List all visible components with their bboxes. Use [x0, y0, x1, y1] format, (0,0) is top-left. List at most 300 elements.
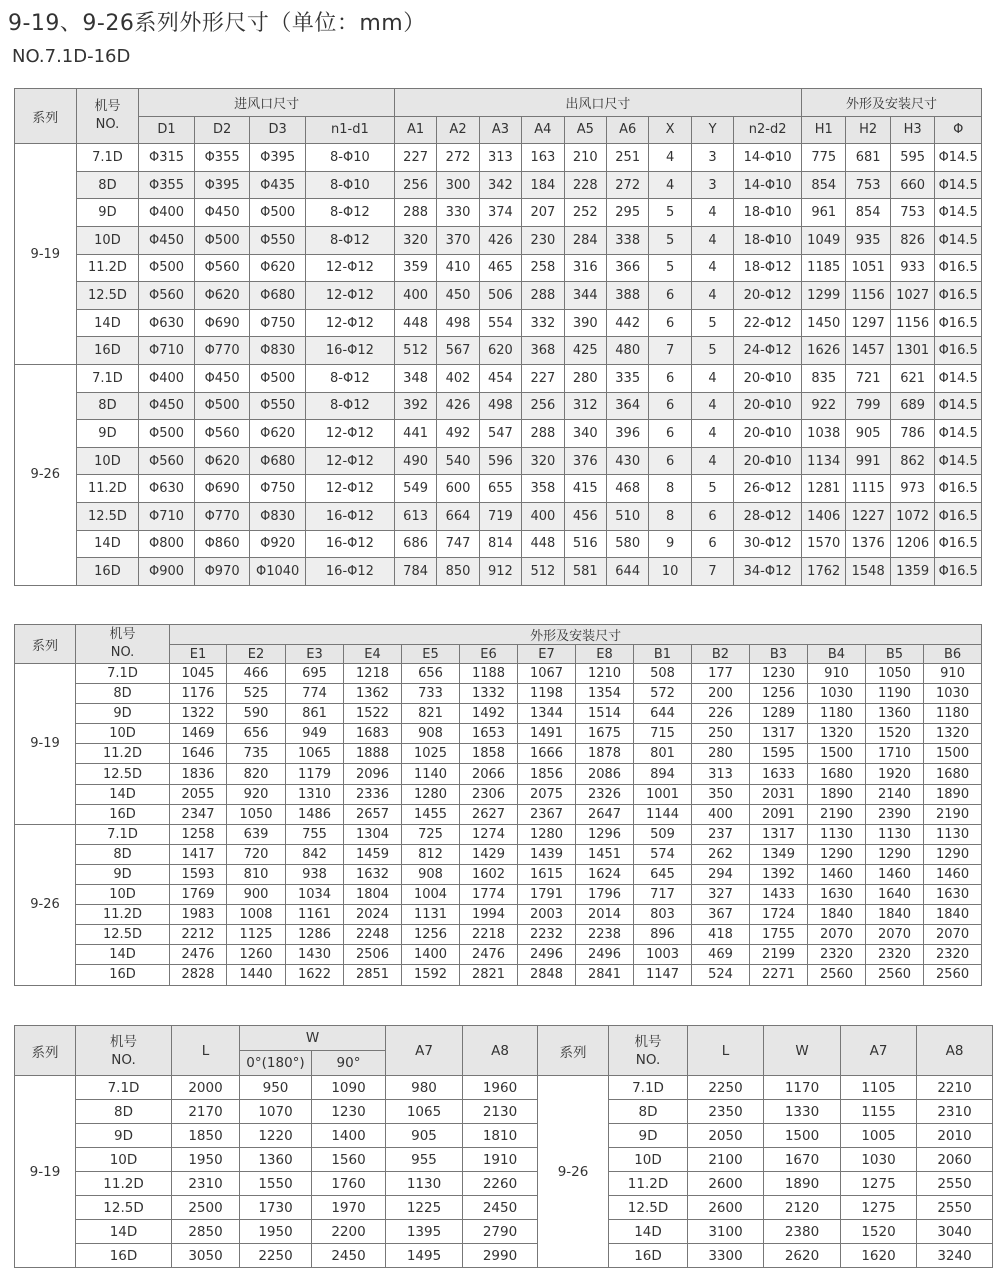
- table-row: [15, 664, 982, 684]
- table-cell: 12-Φ12: [305, 282, 394, 310]
- table-cell: 1190: [866, 684, 924, 704]
- table-cell: 313: [692, 764, 750, 784]
- table-cell: Φ680: [250, 447, 306, 475]
- table-row: [15, 885, 982, 905]
- table-row: [15, 171, 982, 199]
- table-cell: 1890: [924, 784, 982, 804]
- machine-no-header-en: NO.: [635, 1051, 661, 1068]
- table-row: [15, 392, 982, 420]
- table-cell: 2450: [463, 1196, 538, 1220]
- table-cell: 2326: [576, 784, 634, 804]
- table-cell: 639: [227, 824, 286, 844]
- table-cell: 2212: [170, 925, 227, 945]
- table-cell: 9: [649, 530, 691, 558]
- table-cell: 826: [890, 226, 934, 254]
- table-cell: 1836: [170, 764, 227, 784]
- table-cell: 8D: [76, 1100, 172, 1124]
- table-cell: 14D: [76, 530, 139, 558]
- table-cell: Φ395: [194, 171, 250, 199]
- table-cell: 2450: [312, 1244, 386, 1268]
- table-cell: 3: [691, 144, 733, 172]
- table-cell: 8D: [76, 844, 170, 864]
- table-cell: 418: [692, 925, 750, 945]
- table-cell: 1005: [841, 1124, 917, 1148]
- table-cell: 1349: [750, 844, 808, 864]
- table-cell: 2657: [344, 804, 402, 824]
- table-cell: 554: [479, 309, 521, 337]
- table-cell: 1360: [866, 704, 924, 724]
- table-cell: 2190: [924, 804, 982, 824]
- table-cell: 1983: [170, 905, 227, 925]
- table-cell: Φ970: [194, 558, 250, 586]
- table-cell: 10D: [76, 226, 139, 254]
- table-row: [15, 364, 982, 392]
- table-cell: 6: [691, 530, 733, 558]
- table-cell: 1038: [802, 420, 846, 448]
- table-cell: 10D: [609, 1148, 688, 1172]
- table-cell: Φ500: [194, 392, 250, 420]
- table-cell: 2190: [808, 804, 866, 824]
- table-cell: 4: [691, 226, 733, 254]
- table-cell: 660: [890, 171, 934, 199]
- table-cell: 2200: [312, 1220, 386, 1244]
- table-cell: 1670: [764, 1148, 841, 1172]
- column-header: X: [649, 116, 691, 144]
- table-cell: 1392: [750, 864, 808, 884]
- table-cell: 1003: [634, 945, 692, 965]
- table-cell: 1804: [344, 885, 402, 905]
- table-cell: Φ550: [250, 392, 306, 420]
- column-header: D3: [250, 116, 306, 144]
- table-cell: 450: [437, 282, 479, 310]
- table-row: [15, 804, 982, 824]
- table-cell: 862: [890, 447, 934, 475]
- table-row: [15, 309, 982, 337]
- table-cell: 448: [394, 309, 436, 337]
- table-cell: 1469: [170, 724, 227, 744]
- table-cell: 1070: [240, 1100, 312, 1124]
- table-cell: 1130: [924, 824, 982, 844]
- table-cell: 1260: [227, 945, 286, 965]
- table-cell: 949: [286, 724, 344, 744]
- table-cell: Φ450: [194, 199, 250, 227]
- table-cell: 7.1D: [76, 664, 170, 684]
- table-cell: 1030: [808, 684, 866, 704]
- table-cell: 5: [691, 475, 733, 503]
- table-cell: 810: [227, 864, 286, 884]
- table-cell: 1258: [170, 824, 227, 844]
- table-cell: 656: [402, 664, 460, 684]
- table-cell: 313: [479, 144, 521, 172]
- table-cell: 1451: [576, 844, 634, 864]
- table-cell: Φ620: [250, 420, 306, 448]
- table-cell: Φ920: [250, 530, 306, 558]
- table-cell: 28-Φ12: [734, 502, 802, 530]
- table-cell: 1675: [576, 724, 634, 744]
- table-cell: 774: [286, 684, 344, 704]
- table-row: [15, 475, 982, 503]
- table-cell: Φ560: [194, 254, 250, 282]
- table-cell: 2271: [750, 965, 808, 985]
- table-cell: 695: [286, 664, 344, 684]
- table-cell: 1460: [924, 864, 982, 884]
- table-cell: 1156: [890, 309, 934, 337]
- table-cell: 1680: [808, 764, 866, 784]
- table-cell: 480: [606, 337, 648, 365]
- table-cell: Φ400: [139, 199, 195, 227]
- table-cell: 1514: [576, 704, 634, 724]
- table-cell: 512: [522, 558, 564, 586]
- table-cell: 620: [479, 337, 521, 365]
- table-cell: Φ16.5: [935, 254, 982, 282]
- table-cell: 1090: [312, 1076, 386, 1100]
- table-cell: 1680: [924, 764, 982, 784]
- table-cell: 2055: [170, 784, 227, 804]
- table-cell: 1858: [460, 744, 518, 764]
- table-cell: 1960: [463, 1076, 538, 1100]
- column-header: Φ: [935, 116, 982, 144]
- series-label: 9-26: [15, 824, 76, 985]
- table-cell: 753: [890, 199, 934, 227]
- table-cell: 400: [692, 804, 750, 824]
- table-cell: 803: [634, 905, 692, 925]
- table-cell: 8-Φ12: [305, 226, 394, 254]
- table-cell: 12-Φ12: [305, 254, 394, 282]
- table-cell: Φ710: [139, 502, 195, 530]
- table-cell: 991: [846, 447, 890, 475]
- column-header: H3: [890, 116, 934, 144]
- table-cell: 567: [437, 337, 479, 365]
- table-cell: 1850: [172, 1124, 240, 1148]
- table-cell: 799: [846, 392, 890, 420]
- width-header: W: [240, 1026, 386, 1051]
- table-cell: 5: [649, 254, 691, 282]
- table-cell: 10D: [76, 885, 170, 905]
- table-cell: 908: [402, 724, 460, 744]
- table-cell: 2086: [576, 764, 634, 784]
- table-cell: 210: [564, 144, 606, 172]
- table-cell: 2600: [688, 1172, 764, 1196]
- table-cell: 1760: [312, 1172, 386, 1196]
- table-cell: Φ620: [194, 282, 250, 310]
- table-cell: 1050: [227, 804, 286, 824]
- table-cell: 1049: [802, 226, 846, 254]
- table-cell: 3240: [917, 1244, 993, 1268]
- table-row: [15, 864, 982, 884]
- table-cell: 8-Φ12: [305, 392, 394, 420]
- table-cell: 2000: [172, 1076, 240, 1100]
- column-header: B5: [866, 645, 924, 664]
- table-cell: 1450: [802, 309, 846, 337]
- table-cell: Φ16.5: [935, 502, 982, 530]
- table-cell: 1548: [846, 558, 890, 586]
- table-cell: 1008: [227, 905, 286, 925]
- table-cell: 1030: [924, 684, 982, 704]
- table-cell: 20-Φ10: [734, 420, 802, 448]
- table-cell: 2496: [576, 945, 634, 965]
- table-cell: 1320: [808, 724, 866, 744]
- table-cell: 16D: [76, 337, 139, 365]
- table-cell: 288: [522, 282, 564, 310]
- table-cell: 821: [402, 704, 460, 724]
- table-cell: 656: [227, 724, 286, 744]
- table-cell: 230: [522, 226, 564, 254]
- table-cell: 22-Φ12: [734, 309, 802, 337]
- table-cell: 16D: [76, 558, 139, 586]
- table-row: [15, 420, 982, 448]
- table-cell: 1633: [750, 764, 808, 784]
- table-cell: 8-Φ12: [305, 199, 394, 227]
- table-cell: 2336: [344, 784, 402, 804]
- table-cell: 342: [479, 171, 521, 199]
- table-cell: 11.2D: [76, 475, 139, 503]
- table-cell: 12-Φ12: [305, 447, 394, 475]
- table-cell: 1810: [463, 1124, 538, 1148]
- table-cell: 2496: [518, 945, 576, 965]
- table-cell: 2320: [808, 945, 866, 965]
- column-header: E7: [518, 645, 576, 664]
- table-cell: 8D: [76, 171, 139, 199]
- table-cell: 1130: [386, 1172, 463, 1196]
- table-cell: 498: [437, 309, 479, 337]
- table-cell: 1626: [802, 337, 846, 365]
- column-header: n2-d2: [734, 116, 802, 144]
- table-cell: 1180: [808, 704, 866, 724]
- page-subtitle: NO.7.1D-16D: [12, 46, 131, 67]
- table-cell: 1755: [750, 925, 808, 945]
- table-cell: 12.5D: [76, 1196, 172, 1220]
- table-cell: 3100: [688, 1220, 764, 1244]
- table-cell: 1290: [808, 844, 866, 864]
- table-cell: 8-Φ10: [305, 171, 394, 199]
- table-cell: 580: [606, 530, 648, 558]
- table-cell: 1256: [402, 925, 460, 945]
- table-cell: 2120: [764, 1196, 841, 1220]
- table-cell: 1878: [576, 744, 634, 764]
- table-cell: Φ14.5: [935, 364, 982, 392]
- column-header: A4: [522, 116, 564, 144]
- table-cell: 3300: [688, 1244, 764, 1268]
- table-cell: 1299: [802, 282, 846, 310]
- table-cell: Φ14.5: [935, 447, 982, 475]
- table-cell: 10D: [76, 447, 139, 475]
- table-row: [15, 1076, 993, 1100]
- table-cell: 14-Φ10: [734, 144, 802, 172]
- table-cell: 1620: [841, 1244, 917, 1268]
- table-cell: 272: [437, 144, 479, 172]
- table-cell: 18-Φ12: [734, 254, 802, 282]
- table-cell: Φ830: [250, 337, 306, 365]
- table-cell: 227: [522, 364, 564, 392]
- table-cell: 1256: [750, 684, 808, 704]
- series-header: 系列: [15, 1026, 76, 1076]
- table-cell: 2232: [518, 925, 576, 945]
- table-cell: 854: [802, 171, 846, 199]
- table-row: [15, 704, 982, 724]
- table-cell: 1710: [866, 744, 924, 764]
- table-cell: Φ560: [139, 282, 195, 310]
- table-cell: 2070: [924, 925, 982, 945]
- table-cell: 715: [634, 724, 692, 744]
- series-header-right: 系列: [538, 1026, 609, 1076]
- table-cell: 2050: [688, 1124, 764, 1148]
- table-cell: 1067: [518, 664, 576, 684]
- table-cell: 2647: [576, 804, 634, 824]
- table-cell: 350: [692, 784, 750, 804]
- table-cell: 2560: [808, 965, 866, 985]
- series-label: 9-19: [15, 664, 76, 825]
- table-cell: Φ750: [250, 309, 306, 337]
- table-cell: 2070: [866, 925, 924, 945]
- table-cell: 10: [649, 558, 691, 586]
- table-cell: 2310: [917, 1100, 993, 1124]
- table-cell: 1180: [924, 704, 982, 724]
- table-cell: 2990: [463, 1244, 538, 1268]
- table-cell: 8: [649, 475, 691, 503]
- table-cell: 20-Φ12: [734, 282, 802, 310]
- table-cell: 1592: [402, 965, 460, 985]
- table-cell: 454: [479, 364, 521, 392]
- table-cell: 1500: [764, 1124, 841, 1148]
- table-cell: 747: [437, 530, 479, 558]
- table-cell: 24-Φ12: [734, 337, 802, 365]
- table-row: [15, 844, 982, 864]
- table-cell: Φ16.5: [935, 337, 982, 365]
- table-cell: 4: [691, 254, 733, 282]
- table-cell: 1290: [866, 844, 924, 864]
- table-cell: 938: [286, 864, 344, 884]
- table-cell: Φ830: [250, 502, 306, 530]
- table-cell: 14-Φ10: [734, 171, 802, 199]
- table-cell: 200: [692, 684, 750, 704]
- table-cell: 1065: [286, 744, 344, 764]
- column-header: A5: [564, 116, 606, 144]
- table-cell: 1275: [841, 1172, 917, 1196]
- table-cell: 655: [479, 475, 521, 503]
- table-cell: 1317: [750, 824, 808, 844]
- table-cell: Φ16.5: [935, 282, 982, 310]
- table-cell: 1774: [460, 885, 518, 905]
- table-cell: Φ550: [250, 226, 306, 254]
- table-cell: 1051: [846, 254, 890, 282]
- table-cell: 1730: [240, 1196, 312, 1220]
- table-cell: Φ500: [139, 254, 195, 282]
- table-cell: Φ800: [139, 530, 195, 558]
- table-cell: 1455: [402, 804, 460, 824]
- table-cell: 16-Φ12: [305, 337, 394, 365]
- table-cell: 400: [522, 502, 564, 530]
- table-cell: 1520: [841, 1220, 917, 1244]
- table-cell: 8D: [609, 1100, 688, 1124]
- table-cell: 1198: [518, 684, 576, 704]
- table-cell: 2250: [240, 1244, 312, 1268]
- installation-dimension-table: [14, 624, 982, 986]
- table-cell: 516: [564, 530, 606, 558]
- table-cell: Φ450: [139, 392, 195, 420]
- table-cell: 784: [394, 558, 436, 586]
- table-cell: 358: [522, 475, 564, 503]
- table-cell: 1304: [344, 824, 402, 844]
- table-cell: 374: [479, 199, 521, 227]
- table-cell: 1950: [172, 1148, 240, 1172]
- table-cell: 1457: [846, 337, 890, 365]
- table-cell: 922: [802, 392, 846, 420]
- table-row: [15, 1172, 993, 1196]
- table-cell: 613: [394, 502, 436, 530]
- table-cell: 1134: [802, 447, 846, 475]
- outlet-group-header: 出风口尺寸: [394, 89, 801, 117]
- table-cell: 910: [808, 664, 866, 684]
- table-cell: 20-Φ10: [734, 364, 802, 392]
- table-cell: 933: [890, 254, 934, 282]
- table-cell: 1491: [518, 724, 576, 744]
- table-cell: 549: [394, 475, 436, 503]
- table-cell: 1395: [386, 1220, 463, 1244]
- table-cell: Φ315: [139, 144, 195, 172]
- table-cell: 392: [394, 392, 436, 420]
- table-cell: 327: [692, 885, 750, 905]
- table-cell: 3040: [917, 1220, 993, 1244]
- table-cell: 30-Φ12: [734, 530, 802, 558]
- table-cell: 2828: [170, 965, 227, 985]
- table-cell: Φ630: [139, 475, 195, 503]
- table-cell: 1460: [808, 864, 866, 884]
- table-cell: 1630: [924, 885, 982, 905]
- table-cell: 1646: [170, 744, 227, 764]
- table-cell: 1376: [846, 530, 890, 558]
- table-cell: Φ630: [139, 309, 195, 337]
- table-cell: 316: [564, 254, 606, 282]
- table-cell: 9D: [76, 199, 139, 227]
- machine-no-header-en: NO.: [95, 117, 120, 133]
- table-cell: 4: [691, 364, 733, 392]
- table-cell: 2350: [688, 1100, 764, 1124]
- table-cell: 1640: [866, 885, 924, 905]
- series-label: 9-26: [15, 364, 77, 585]
- table-cell: 645: [634, 864, 692, 884]
- table-cell: 425: [564, 337, 606, 365]
- table-cell: 2003: [518, 905, 576, 925]
- table-row: [15, 724, 982, 744]
- table-cell: 595: [890, 144, 934, 172]
- table-cell: 775: [802, 144, 846, 172]
- table-cell: 524: [692, 965, 750, 985]
- table-cell: 801: [634, 744, 692, 764]
- table-cell: 330: [437, 199, 479, 227]
- table-cell: 4: [691, 392, 733, 420]
- table-cell: 1762: [802, 558, 846, 586]
- table-cell: 6: [649, 309, 691, 337]
- table-cell: 11.2D: [76, 905, 170, 925]
- inlet-group-header: 进风口尺寸: [139, 89, 395, 117]
- table-cell: 4: [691, 447, 733, 475]
- table-cell: 581: [564, 558, 606, 586]
- table-cell: 16D: [76, 804, 170, 824]
- table-cell: 12.5D: [76, 502, 139, 530]
- table-cell: 442: [606, 309, 648, 337]
- length-header-right: L: [688, 1026, 764, 1076]
- table-cell: 2550: [917, 1196, 993, 1220]
- table-cell: 786: [890, 420, 934, 448]
- column-header: B6: [924, 645, 982, 664]
- table-cell: Φ710: [139, 337, 195, 365]
- table-cell: 272: [606, 171, 648, 199]
- table-row: [15, 784, 982, 804]
- table-cell: 1362: [344, 684, 402, 704]
- width-sub-header: 90°: [312, 1051, 386, 1076]
- table-cell: Φ450: [194, 364, 250, 392]
- table-cell: 1440: [227, 965, 286, 985]
